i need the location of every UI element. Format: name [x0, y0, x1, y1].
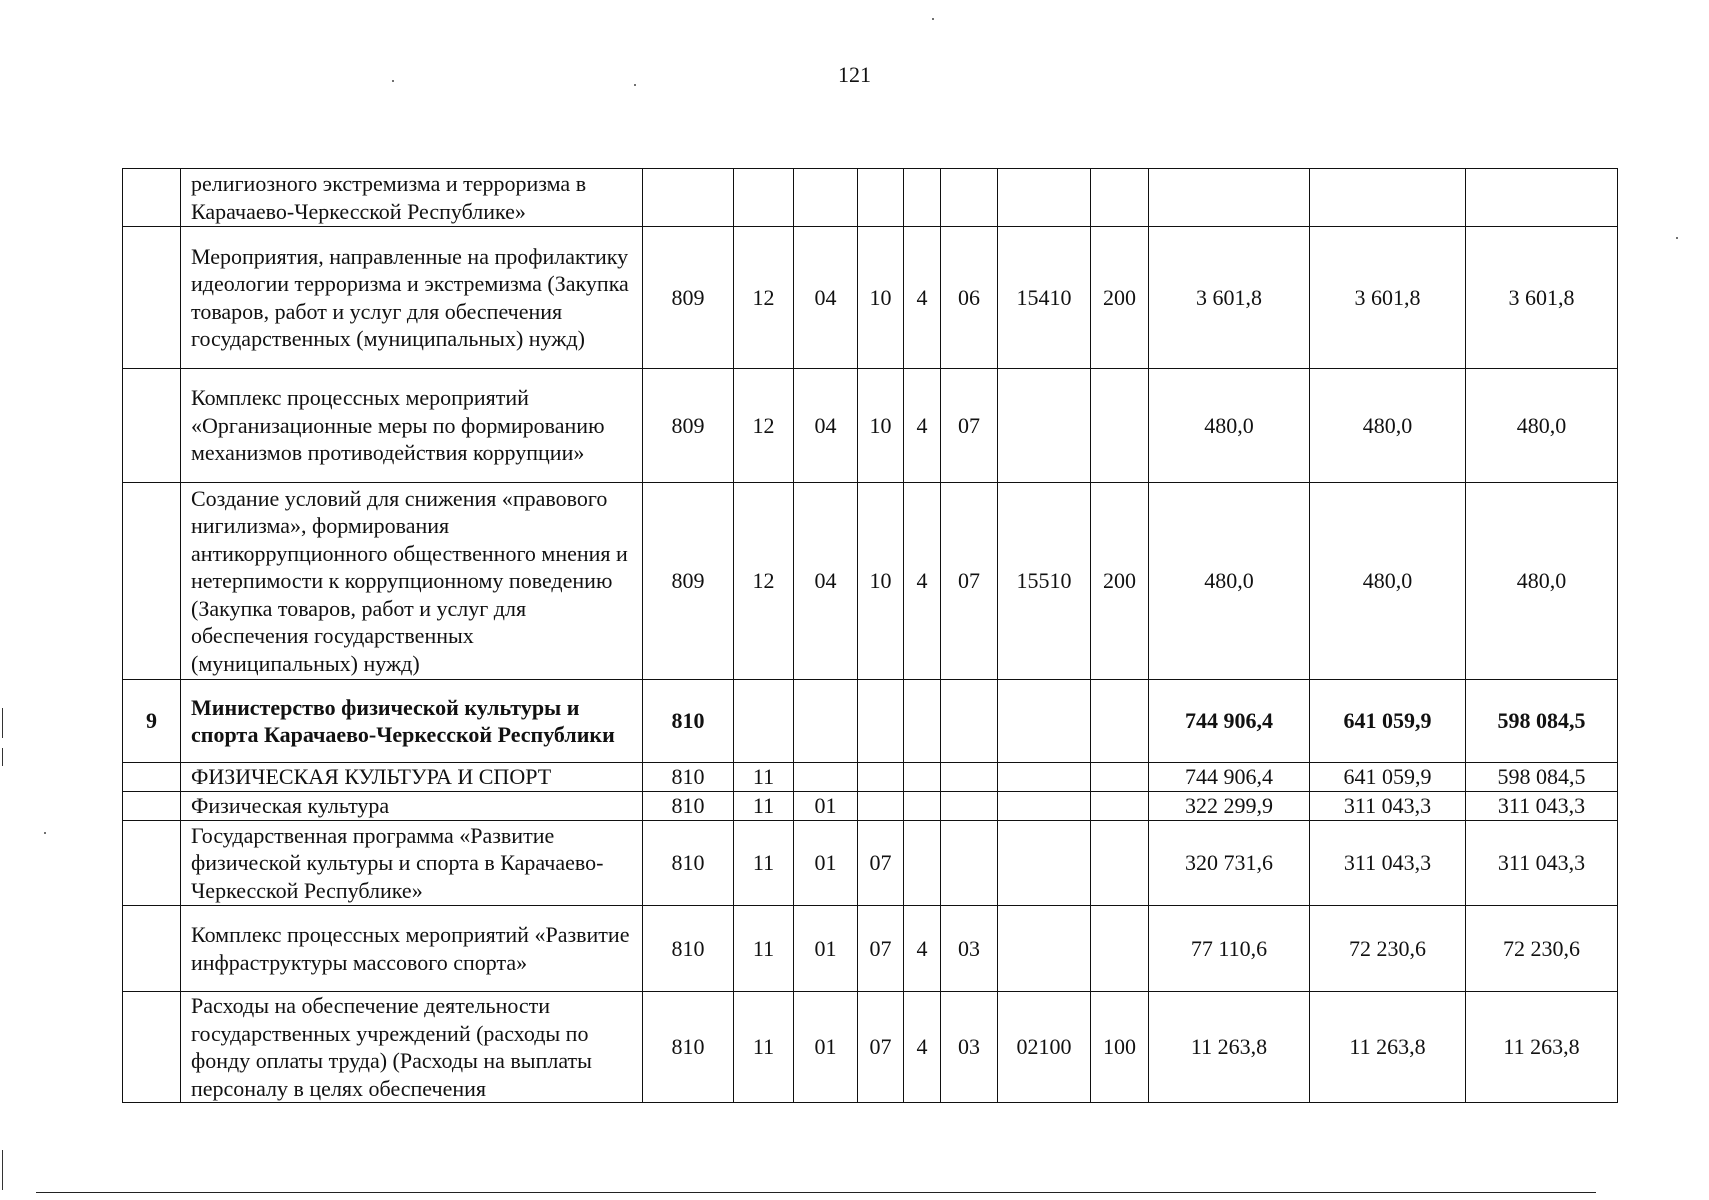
code-type: [904, 763, 941, 792]
amount-year-3: 480,0: [1466, 483, 1618, 680]
table-row: [123, 169, 1618, 227]
table-row: [123, 992, 1618, 1103]
code-subsection: 01: [794, 792, 858, 821]
code-program: 10: [858, 483, 904, 680]
code-section: 11: [734, 763, 794, 792]
code-direction: [998, 906, 1091, 992]
row-index: [123, 763, 181, 792]
code-expense-type: [1091, 792, 1149, 821]
code-program: 10: [858, 369, 904, 483]
row-name: Мероприятия, направленные на профилактику идеологии терроризма и экстремизма (Закупка товаров, работ и услуг для обеспечения государственных (муниципальных) нужд): [181, 227, 643, 369]
code-direction: [998, 763, 1091, 792]
amount-year-3: 72 230,6: [1466, 906, 1618, 992]
code-expense-type: [1091, 906, 1149, 992]
code-expense-type: 100: [1091, 992, 1149, 1103]
amount-year-1: [1149, 169, 1310, 227]
row-index: 9: [123, 680, 181, 763]
amount-year-2: 311 043,3: [1310, 792, 1466, 821]
code-type: 4: [904, 906, 941, 992]
code-section: 11: [734, 821, 794, 906]
code-program: [858, 792, 904, 821]
row-index: [123, 992, 181, 1103]
row-index: [123, 906, 181, 992]
code-complex: 07: [941, 483, 998, 680]
budget-table: [122, 168, 1618, 1103]
code-ministry: 810: [643, 792, 734, 821]
amount-year-2: 480,0: [1310, 369, 1466, 483]
code-complex: [941, 680, 998, 763]
row-name: Комплекс процессных мероприятий «Организационные меры по формированию механизмов противодействия коррупции»: [181, 369, 643, 483]
code-expense-type: 200: [1091, 227, 1149, 369]
amount-year-3: 11 263,8: [1466, 992, 1618, 1103]
table-row: [123, 763, 1618, 792]
amount-year-3: 311 043,3: [1466, 821, 1618, 906]
code-type: 4: [904, 227, 941, 369]
code-section: 11: [734, 992, 794, 1103]
row-index: [123, 792, 181, 821]
scan-speck: [634, 84, 636, 86]
amount-year-3: 598 084,5: [1466, 763, 1618, 792]
amount-year-2: 3 601,8: [1310, 227, 1466, 369]
code-direction: [998, 369, 1091, 483]
amount-year-1: 744 906,4: [1149, 680, 1310, 763]
code-section: 11: [734, 792, 794, 821]
code-direction: [998, 792, 1091, 821]
code-direction: [998, 169, 1091, 227]
amount-year-3: 311 043,3: [1466, 792, 1618, 821]
row-name: Комплекс процессных мероприятий «Развитие инфраструктуры массового спорта»: [181, 906, 643, 992]
code-program: 07: [858, 821, 904, 906]
table-row: [123, 821, 1618, 906]
row-name: Министерство физической культуры и спорта Карачаево-Черкесской Республики: [181, 680, 643, 763]
amount-year-1: 11 263,8: [1149, 992, 1310, 1103]
amount-year-3: 598 084,5: [1466, 680, 1618, 763]
table-row: [123, 227, 1618, 369]
amount-year-3: 480,0: [1466, 369, 1618, 483]
code-ministry: [643, 169, 734, 227]
code-complex: [941, 821, 998, 906]
row-index: [123, 369, 181, 483]
code-section: 12: [734, 227, 794, 369]
code-section: [734, 680, 794, 763]
code-ministry: 810: [643, 992, 734, 1103]
amount-year-2: 311 043,3: [1310, 821, 1466, 906]
code-expense-type: [1091, 369, 1149, 483]
code-subsection: 04: [794, 227, 858, 369]
scan-speck: [1676, 237, 1678, 239]
scan-speck: [932, 18, 934, 20]
code-complex: [941, 792, 998, 821]
row-name: ФИЗИЧЕСКАЯ КУЛЬТУРА И СПОРТ: [181, 763, 643, 792]
bottom-scan-line: [36, 1192, 1596, 1193]
code-program: 07: [858, 992, 904, 1103]
amount-year-1: 3 601,8: [1149, 227, 1310, 369]
row-name: Государственная программа «Развитие физической культуры и спорта в Карачаево-Черкесской Республике»: [181, 821, 643, 906]
row-index: [123, 821, 181, 906]
code-direction: 02100: [998, 992, 1091, 1103]
table-row: [123, 906, 1618, 992]
scan-margin-mark: [2, 748, 3, 766]
code-expense-type: [1091, 680, 1149, 763]
code-direction: 15510: [998, 483, 1091, 680]
scan-speck: [392, 80, 394, 82]
code-expense-type: 200: [1091, 483, 1149, 680]
code-direction: 15410: [998, 227, 1091, 369]
code-ministry: 809: [643, 227, 734, 369]
row-index: [123, 483, 181, 680]
scan-margin-mark: [2, 1150, 3, 1190]
table-row: [123, 483, 1618, 680]
code-subsection: 04: [794, 483, 858, 680]
code-expense-type: [1091, 763, 1149, 792]
code-subsection: [794, 169, 858, 227]
code-ministry: 809: [643, 483, 734, 680]
code-section: 12: [734, 483, 794, 680]
amount-year-2: 72 230,6: [1310, 906, 1466, 992]
code-expense-type: [1091, 169, 1149, 227]
code-direction: [998, 821, 1091, 906]
amount-year-2: 480,0: [1310, 483, 1466, 680]
row-name: Создание условий для снижения «правового нигилизма», формирования антикоррупционного общественного мнения и нетерпимости к коррупционному поведению (Закупка товаров, работ и услуг для обеспечения государственных (муниципальных) нужд): [181, 483, 643, 680]
code-program: 10: [858, 227, 904, 369]
amount-year-3: 3 601,8: [1466, 227, 1618, 369]
code-type: 4: [904, 483, 941, 680]
code-complex: 06: [941, 227, 998, 369]
code-ministry: 809: [643, 369, 734, 483]
amount-year-1: 480,0: [1149, 483, 1310, 680]
code-subsection: 01: [794, 821, 858, 906]
scan-margin-mark: [2, 708, 3, 738]
code-type: [904, 792, 941, 821]
table-row: [123, 680, 1618, 763]
code-type: [904, 680, 941, 763]
code-type: 4: [904, 992, 941, 1103]
amount-year-3: [1466, 169, 1618, 227]
code-subsection: [794, 680, 858, 763]
code-type: [904, 821, 941, 906]
amount-year-1: 322 299,9: [1149, 792, 1310, 821]
table-row: [123, 792, 1618, 821]
code-complex: 03: [941, 906, 998, 992]
amount-year-1: 480,0: [1149, 369, 1310, 483]
amount-year-2: 641 059,9: [1310, 763, 1466, 792]
code-complex: 07: [941, 369, 998, 483]
code-section: 11: [734, 906, 794, 992]
row-index: [123, 227, 181, 369]
amount-year-1: 77 110,6: [1149, 906, 1310, 992]
code-complex: 03: [941, 992, 998, 1103]
code-program: [858, 680, 904, 763]
amount-year-2: [1310, 169, 1466, 227]
amount-year-1: 320 731,6: [1149, 821, 1310, 906]
code-complex: [941, 763, 998, 792]
row-index: [123, 169, 181, 227]
code-ministry: 810: [643, 906, 734, 992]
code-subsection: 01: [794, 992, 858, 1103]
row-name: Расходы на обеспечение деятельности государственных учреждений (расходы по фонду оплаты труда) (Расходы на выплаты персоналу в целях обеспечения: [181, 992, 643, 1103]
code-section: 12: [734, 369, 794, 483]
code-program: [858, 763, 904, 792]
code-type: [904, 169, 941, 227]
scan-speck: [44, 832, 46, 834]
code-type: 4: [904, 369, 941, 483]
code-ministry: 810: [643, 680, 734, 763]
amount-year-2: 11 263,8: [1310, 992, 1466, 1103]
code-subsection: 04: [794, 369, 858, 483]
row-name: религиозного экстремизма и терроризма в Карачаево-Черкесской Республике»: [181, 169, 643, 227]
code-complex: [941, 169, 998, 227]
code-ministry: 810: [643, 821, 734, 906]
code-direction: [998, 680, 1091, 763]
code-subsection: 01: [794, 906, 858, 992]
table-row: [123, 369, 1618, 483]
code-expense-type: [1091, 821, 1149, 906]
code-subsection: [794, 763, 858, 792]
row-name: Физическая культура: [181, 792, 643, 821]
code-program: 07: [858, 906, 904, 992]
code-program: [858, 169, 904, 227]
code-section: [734, 169, 794, 227]
page-number: 121: [838, 62, 871, 87]
amount-year-1: 744 906,4: [1149, 763, 1310, 792]
amount-year-2: 641 059,9: [1310, 680, 1466, 763]
code-ministry: 810: [643, 763, 734, 792]
